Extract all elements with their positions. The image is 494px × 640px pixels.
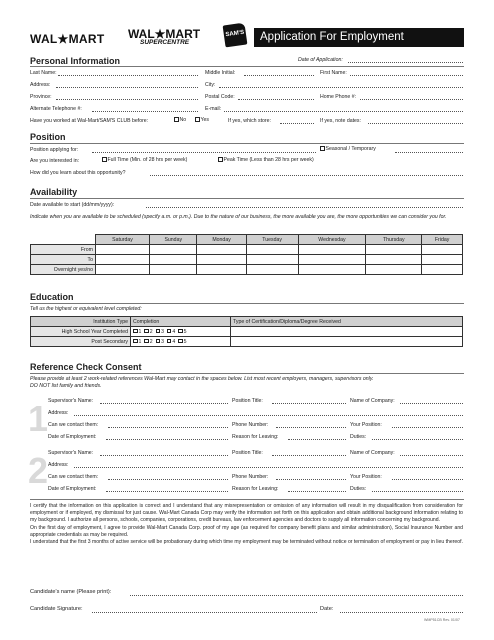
level-label: 2 [149, 338, 153, 345]
postal-code-field[interactable] [238, 99, 314, 100]
supercentre-text: SUPERCENTRE [140, 39, 190, 46]
availability-cell[interactable] [246, 255, 298, 265]
ref2-supervisor-label: Supervisor's Name: [48, 450, 94, 456]
level-option[interactable] [156, 339, 164, 345]
walmart-supercentre-logo [128, 28, 200, 47]
learn-about-field[interactable] [150, 175, 463, 176]
personal-divider [30, 66, 464, 67]
candidate-signature-field[interactable] [92, 612, 317, 613]
title-bar [254, 28, 464, 47]
reference-1-number: 1 [28, 398, 49, 439]
availability-cell[interactable] [150, 265, 197, 275]
level-label: 2 [149, 328, 153, 335]
seasonal-field[interactable] [395, 152, 463, 153]
day-header: Thursday [366, 235, 422, 245]
row-label-overnight: Overnight yes/no [31, 265, 96, 275]
date-of-application-field[interactable] [348, 62, 463, 63]
level-option[interactable] [156, 329, 164, 335]
ref1-reason-field[interactable] [288, 439, 346, 440]
availability-cell[interactable] [422, 265, 463, 275]
email-label: E-mail: [205, 106, 222, 112]
level-label: 4 [172, 338, 176, 345]
last-name-label: Last Name: [30, 70, 57, 76]
note-dates-label: If yes, note dates: [320, 118, 361, 124]
level-checkbox[interactable] [133, 329, 138, 334]
certify-divider [30, 499, 464, 500]
level-checkbox[interactable] [167, 339, 172, 344]
peak-time-checkbox[interactable] [218, 157, 223, 162]
day-header: Friday [422, 235, 463, 245]
availability-cell[interactable] [150, 245, 197, 255]
full-time-label: Full Time (Min. of 28 hrs per week) [107, 157, 188, 163]
level-label: 3 [161, 338, 164, 345]
form-code: WMP51CB Rev. 01/07 [424, 618, 460, 622]
address-field[interactable] [56, 87, 198, 88]
availability-cell[interactable] [298, 255, 366, 265]
high-school-certification[interactable] [231, 327, 463, 337]
home-phone-label: Home Phone #: [320, 94, 357, 100]
ref1-contact-field[interactable] [108, 427, 228, 428]
last-name-field[interactable] [58, 75, 198, 76]
ref1-position-title-label: Position Title: [232, 398, 263, 404]
availability-cell[interactable] [96, 245, 150, 255]
institution-type-header: Institution Type [31, 317, 131, 327]
ref2-duties-label: Duties: [350, 486, 367, 492]
yes-checkbox[interactable] [195, 117, 200, 122]
availability-cell[interactable] [197, 245, 246, 255]
availability-cell[interactable] [96, 265, 150, 275]
level-label: 3 [161, 328, 164, 335]
level-checkbox[interactable] [156, 329, 161, 334]
high-school-label: High School Year Completed [31, 327, 131, 337]
position-heading: Position [30, 132, 66, 142]
ref2-contact-field[interactable] [108, 479, 228, 480]
day-header: Wednesday [298, 235, 366, 245]
level-checkbox[interactable] [178, 329, 183, 334]
availability-header-row [31, 235, 463, 245]
worked-before-label: Have you worked at Wal-Mart/SAM'S CLUB before: [30, 118, 149, 124]
level-label: 5 [183, 328, 187, 335]
ref1-date-emp-label: Date of Employment: [48, 434, 97, 440]
ref2-date-emp-label: Date of Employment: [48, 486, 97, 492]
candidate-name-field[interactable] [130, 595, 463, 596]
high-school-row [31, 327, 463, 337]
post-secondary-row [31, 337, 463, 347]
date-start-field[interactable] [146, 207, 463, 208]
province-field[interactable] [56, 99, 198, 100]
certify-paragraph-3: I understand that the first 3 months of active service will be probationary during which time my employment may be terminated without notice or termination of employment or pay in lieu thereof. [30, 539, 463, 546]
date-of-application-label: Date of Application: [298, 57, 343, 63]
ref2-phone-label: Phone Number: [232, 474, 269, 480]
availability-cell[interactable] [298, 265, 366, 275]
ref1-company-field[interactable] [400, 403, 463, 404]
form-title: Application For Employment [260, 31, 404, 43]
ref1-your-position-label: Your Position: [350, 422, 382, 428]
level-checkbox[interactable] [133, 339, 138, 344]
availability-divider [30, 198, 464, 199]
sams-logo-text: SAM'S [225, 29, 245, 39]
ref1-duties-label: Duties: [350, 434, 367, 440]
reference-divider [30, 373, 464, 374]
ref1-phone-field[interactable] [276, 427, 346, 428]
position-applying-field[interactable] [92, 152, 316, 153]
ref2-address-label: Address: [48, 462, 69, 468]
availability-cell[interactable] [197, 265, 246, 275]
full-time-checkbox[interactable] [102, 157, 107, 162]
availability-cell[interactable] [366, 255, 422, 265]
peak-time-label: Peak Time (Less than 28 hrs per week) [223, 157, 314, 163]
education-divider [30, 303, 464, 304]
availability-cell[interactable] [422, 255, 463, 265]
walmart-logo: WAL★MART [30, 32, 105, 46]
availability-overnight-row [31, 265, 463, 275]
ref1-duties-field[interactable] [372, 439, 463, 440]
ref2-duties-field[interactable] [372, 491, 463, 492]
level-label: 1 [138, 338, 142, 345]
empty-corner [31, 235, 96, 245]
ref1-supervisor-field[interactable] [100, 403, 228, 404]
level-checkbox[interactable] [178, 339, 183, 344]
availability-cell[interactable] [150, 255, 197, 265]
level-label: 4 [172, 328, 176, 335]
which-store-field[interactable] [280, 123, 314, 124]
city-label: City: [205, 82, 216, 88]
ref1-date-emp-field[interactable] [106, 439, 228, 440]
availability-cell[interactable] [246, 245, 298, 255]
level-option[interactable] [144, 339, 152, 345]
middle-initial-field[interactable] [244, 75, 314, 76]
position-divider [30, 143, 464, 144]
ref2-company-label: Name of Company: [350, 450, 395, 456]
learn-about-label: How did you learn about this opportunity? [30, 170, 126, 176]
level-checkbox[interactable] [144, 329, 149, 334]
row-label-to: To [31, 255, 96, 265]
reference-2-number: 2 [28, 450, 49, 491]
which-store-label: If yes, which store: [228, 118, 271, 124]
address-label: Address: [30, 82, 51, 88]
ref1-reason-label: Reason for Leaving: [232, 434, 279, 440]
ref2-position-title-label: Position Title: [232, 450, 263, 456]
reference-heading: Reference Check Consent [30, 362, 142, 372]
ref1-address-field[interactable] [74, 415, 463, 416]
education-table [30, 316, 463, 347]
education-instructions: Tell us the highest or equivalent level completed: [30, 306, 142, 312]
level-option[interactable] [133, 339, 141, 345]
ref2-your-position-label: Your Position: [350, 474, 382, 480]
first-name-label: First Name: [320, 70, 347, 76]
education-header-row [31, 317, 463, 327]
availability-cell[interactable] [366, 265, 422, 275]
level-option[interactable] [178, 329, 186, 335]
level-checkbox[interactable] [167, 329, 172, 334]
day-header: Monday [197, 235, 246, 245]
ref2-reason-label: Reason for Leaving: [232, 486, 279, 492]
certify-paragraph-2: On the first day of employment, I agree to provide Wal-Mart Canada Corp. proof of my age (as required for company benefit plans and similar administration), Social Insurance Number and appropriate credentials as may be required. [30, 524, 463, 538]
peak-time-option[interactable] [218, 157, 314, 163]
ref1-phone-label: Phone Number: [232, 422, 269, 428]
ref2-phone-field[interactable] [276, 479, 346, 480]
ref2-address-field[interactable] [74, 467, 463, 468]
no-checkbox[interactable] [174, 117, 179, 122]
candidate-signature-label: Candidate Signature: [30, 606, 83, 612]
note-dates-field[interactable] [368, 123, 463, 124]
level-checkbox[interactable] [156, 339, 161, 344]
middle-initial-label: Middle Initial: [205, 70, 236, 76]
level-option[interactable] [167, 329, 175, 335]
availability-cell[interactable] [298, 245, 366, 255]
ref2-position-title-field[interactable] [272, 455, 346, 456]
ref2-company-field[interactable] [400, 455, 463, 456]
no-label: No [179, 117, 187, 123]
reference-note: Please provide at least 2 work-related references Wal-Mart may contact in the spaces below. List most recent employers, managers, supervisors only. [30, 376, 374, 382]
city-field[interactable] [219, 87, 463, 88]
alt-phone-label: Alternate Telephone #: [30, 106, 82, 112]
availability-cell[interactable] [246, 265, 298, 275]
availability-table [30, 234, 463, 275]
completion-header: Completion [131, 317, 231, 327]
date-field[interactable] [340, 612, 463, 613]
availability-cell[interactable] [96, 255, 150, 265]
home-phone-field[interactable] [360, 99, 463, 100]
seasonal-label: Seasonal / Temporary [325, 146, 376, 152]
post-secondary-label: Post Secondary [31, 337, 131, 347]
level-label: 5 [183, 338, 187, 345]
position-applying-label: Position applying for: [30, 147, 79, 153]
reference-note-family: DO NOT list family and friends. [30, 383, 102, 389]
ref1-address-label: Address: [48, 410, 69, 416]
day-header: Saturday [96, 235, 150, 245]
level-option[interactable] [133, 329, 141, 335]
ref1-your-position-field[interactable] [392, 427, 463, 428]
yes-label: Yes [200, 117, 209, 123]
worked-before-yes[interactable] [195, 117, 209, 123]
level-checkbox[interactable] [144, 339, 149, 344]
ref2-your-position-field[interactable] [392, 479, 463, 480]
high-school-completion [131, 327, 231, 337]
postal-code-label: Postal Code: [205, 94, 235, 100]
certify-paragraph-1: I certify that the information on this application is correct and I understand that any misrepresentation or omission of any information will result in my disqualification from consideration for employment or if employed, my dismissal for just cause. Wal-Mart Canada Corp may verify the information set forth on this application and obtain additional background information relating to my background. I authorize all persons, schools, companies, corporations, credit bureaus, law enforcement agencies and doctors to supply all information concerning my background. [30, 503, 463, 524]
province-label: Province: [30, 94, 52, 100]
seasonal-option[interactable] [320, 146, 376, 152]
seasonal-checkbox[interactable] [320, 146, 325, 151]
first-name-field[interactable] [350, 75, 463, 76]
level-option[interactable] [144, 329, 152, 335]
level-option[interactable] [178, 339, 186, 345]
availability-to-row [31, 255, 463, 265]
ref1-position-title-field[interactable] [272, 403, 346, 404]
level-label: 1 [138, 328, 142, 335]
availability-heading: Availability [30, 187, 78, 197]
education-heading: Education [30, 292, 74, 302]
day-header: Sunday [150, 235, 197, 245]
sams-club-logo [223, 23, 248, 48]
interested-in-label: Are you interested in: [30, 158, 80, 164]
date-label: Date: [320, 606, 334, 612]
worked-before-no[interactable] [174, 117, 186, 123]
availability-cell[interactable] [422, 245, 463, 255]
row-label-from: From [31, 245, 96, 255]
email-field[interactable] [224, 111, 463, 112]
level-option[interactable] [167, 339, 175, 345]
candidate-name-label: Candidate's name (Please print): [30, 589, 112, 595]
walmart-logo-text: WAL★MART [128, 27, 201, 41]
availability-cell[interactable] [197, 255, 246, 265]
availability-from-row [31, 245, 463, 255]
certification-header: Type of Certification/Diploma/Degree Received [231, 317, 463, 327]
ref1-company-label: Name of Company: [350, 398, 395, 404]
ref1-contact-label: Can we contact them: [48, 422, 99, 428]
post-secondary-completion [131, 337, 231, 347]
ref2-date-emp-field[interactable] [106, 491, 228, 492]
ref2-supervisor-field[interactable] [100, 455, 228, 456]
ref2-contact-label: Can we contact them: [48, 474, 99, 480]
day-header: Tuesday [246, 235, 298, 245]
availability-instructions: Indicate when you are available to be scheduled (specify a.m. or p.m.). Due to the nature of our business, the more available you are, the more opportunities we can consider you for. [30, 214, 447, 220]
personal-info-heading: Personal Information [30, 56, 121, 66]
post-secondary-certification[interactable] [231, 337, 463, 347]
alt-phone-field[interactable] [92, 111, 198, 112]
ref2-reason-field[interactable] [288, 491, 346, 492]
certification-text [30, 503, 463, 546]
ref1-supervisor-label: Supervisor's Name: [48, 398, 94, 404]
full-time-option[interactable] [102, 157, 187, 163]
date-start-label: Date available to start (dd/mm/yyyy): [30, 202, 115, 208]
availability-cell[interactable] [366, 245, 422, 255]
